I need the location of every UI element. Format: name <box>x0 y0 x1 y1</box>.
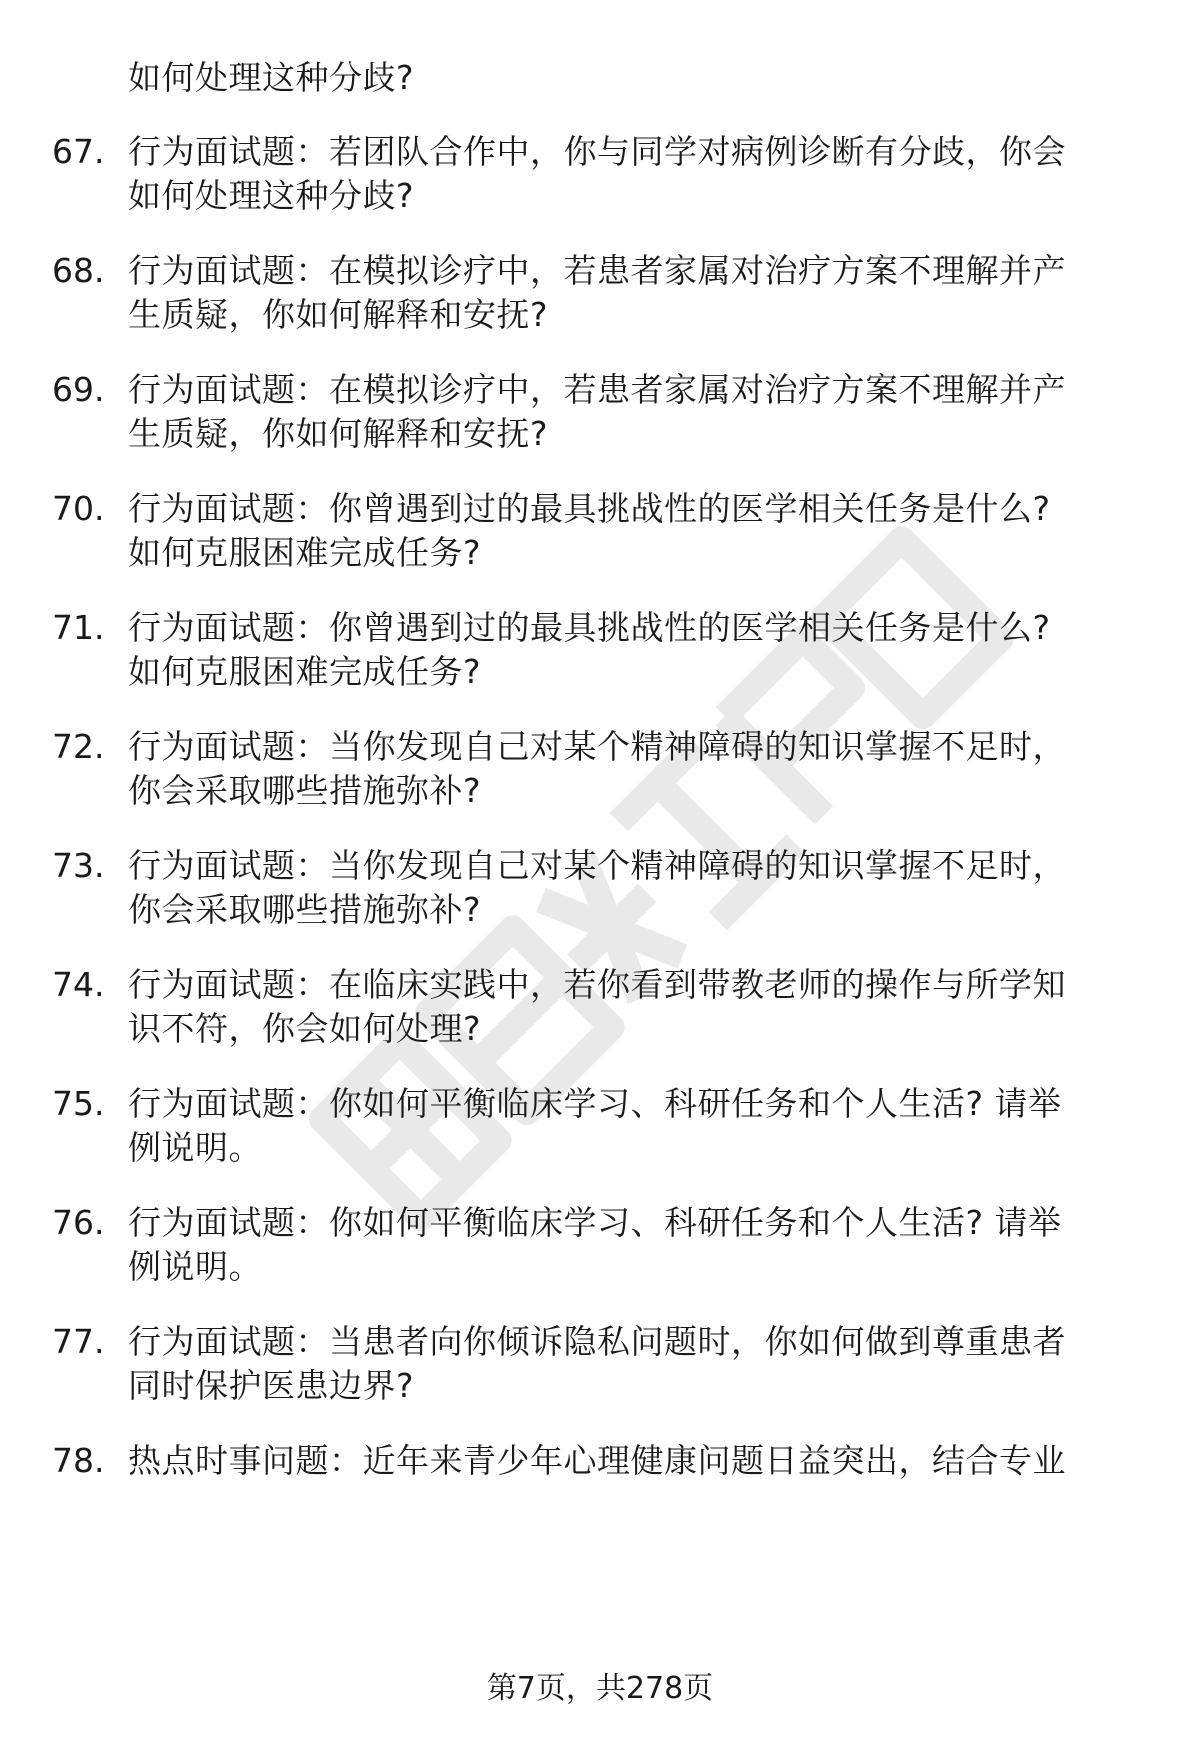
question-number: 70. <box>52 489 105 528</box>
question-line-2: 如何克服困难完成任务? <box>128 652 482 691</box>
question-line-2: 识不符，你会如何处理? <box>128 1009 482 1048</box>
question-line-1: 行为面试题：你如何平衡临床学习、科研任务和个人生活? 请举 <box>128 1203 1062 1242</box>
question-number: 75. <box>52 1084 105 1123</box>
question-line-1: 行为面试题：在临床实践中，若你看到带教老师的操作与所学知 <box>128 965 1066 1004</box>
question-line-2: 如何克服困难完成任务? <box>128 533 482 572</box>
question-line-1: 行为面试题：当你发现自己对某个精神障碍的知识掌握不足时， <box>128 846 1066 885</box>
question-line-1: 行为面试题：若团队合作中，你与同学对病例诊断有分歧，你会 <box>128 132 1066 171</box>
question-line-1: 行为面试题：在模拟诊疗中，若患者家属对治疗方案不理解并产 <box>128 370 1066 409</box>
question-number: 73. <box>52 846 105 885</box>
page-footer: 第7页，共278页 <box>486 1671 714 1706</box>
question-number: 76. <box>52 1203 105 1242</box>
question-line-1: 行为面试题：在模拟诊疗中，若患者家属对治疗方案不理解并产 <box>128 251 1066 290</box>
question-number: 69. <box>52 370 105 409</box>
question-line-2: 生质疑，你如何解释和安抚? <box>128 414 549 453</box>
question-number: 68. <box>52 251 105 290</box>
question-line-1: 行为面试题：当患者向你倾诉隐私问题时，你如何做到尊重患者 <box>128 1322 1066 1361</box>
question-line-2: 生质疑，你如何解释和安抚? <box>128 295 549 334</box>
question-line-2: 例说明。 <box>128 1128 262 1167</box>
question-line-1: 热点时事问题：近年来青少年心理健康问题日益突出，结合专业 <box>128 1441 1066 1480</box>
question-line-2: 例说明。 <box>128 1247 262 1286</box>
question-number: 74. <box>52 965 105 1004</box>
question-line-1: 行为面试题：你曾遇到过的最具挑战性的医学相关任务是什么? <box>128 489 1051 528</box>
question-line-2: 你会采取哪些措施弥补? <box>128 771 482 810</box>
question-line-1: 行为面试题：你曾遇到过的最具挑战性的医学相关任务是什么? <box>128 608 1051 647</box>
question-number: 67. <box>52 132 105 171</box>
question-number: 71. <box>52 608 105 647</box>
question-line-1: 行为面试题：当你发现自己对某个精神障碍的知识掌握不足时， <box>128 727 1066 766</box>
continuation-text: 如何处理这种分歧? <box>128 58 415 97</box>
question-line-2: 同时保护医患边界? <box>128 1366 415 1405</box>
question-number: 77. <box>52 1322 105 1361</box>
question-line-2: 你会采取哪些措施弥补? <box>128 890 482 929</box>
question-line-2: 如何处理这种分歧? <box>128 176 415 215</box>
question-number: 78. <box>52 1441 105 1480</box>
question-number: 72. <box>52 727 105 766</box>
question-line-1: 行为面试题：你如何平衡临床学习、科研任务和个人生活? 请举 <box>128 1084 1062 1123</box>
